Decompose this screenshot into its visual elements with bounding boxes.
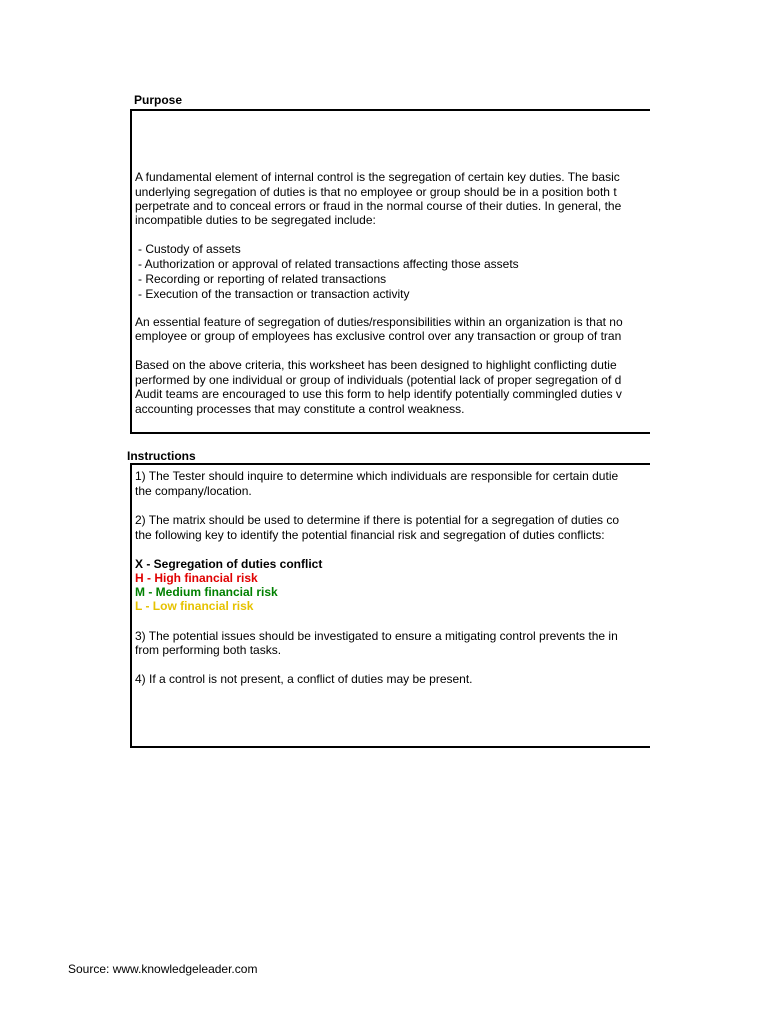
purpose-line: accounting processes that may constitute a control weakness. <box>135 402 465 416</box>
purpose-bullet: - Authorization or approval of related transactions affecting those assets <box>138 257 519 271</box>
purpose-line: underlying segregation of duties is that no employee or group should be in a position both t <box>135 185 617 199</box>
purpose-line: Audit teams are encouraged to use this form to help identify potentially commingled duties v <box>135 387 622 401</box>
purpose-bullet: - Recording or reporting of related transactions <box>138 272 387 286</box>
purpose-line: Based on the above criteria, this worksheet has been designed to highlight conflicting dutie <box>135 358 617 372</box>
instruction-line: 2) The matrix should be used to determine if there is potential for a segregation of duties co <box>135 513 620 527</box>
instructions-box <box>130 463 650 748</box>
instruction-line: 3) The potential issues should be investigated to ensure a mitigating control prevents the in <box>135 629 618 643</box>
instructions-text <box>132 465 640 746</box>
purpose-line: performed by one individual or group of individuals (potential lack of proper segregation of d <box>135 373 622 387</box>
instruction-line: the following key to identify the potential financial risk and segregation of duties conflicts: <box>135 528 605 542</box>
purpose-line: A fundamental element of internal control is the segregation of certain key duties. The basic <box>135 170 620 184</box>
instruction-line: 1) The Tester should inquire to determine which individuals are responsible for certain dutie <box>135 469 619 483</box>
purpose-text <box>132 111 640 432</box>
purpose-line: employee or group of employees has exclusive control over any transaction or group of tran <box>135 329 622 343</box>
purpose-line: perpetrate and to conceal errors or fraud in the normal course of their duties. In general, the <box>135 199 622 213</box>
source-note: Source: www.knowledgeleader.com <box>68 962 258 976</box>
key-conflict: X - Segregation of duties conflict <box>135 557 323 571</box>
purpose-title: Purpose <box>134 93 183 107</box>
key-low-risk: L - Low financial risk <box>135 599 254 613</box>
key-high-risk: H - High financial risk <box>135 571 258 585</box>
purpose-bullet: - Execution of the transaction or transaction activity <box>138 287 410 301</box>
purpose-line: An essential feature of segregation of duties/responsibilities within an organization is that no <box>135 315 623 329</box>
key-medium-risk: M - Medium financial risk <box>135 585 278 599</box>
instruction-line: from performing both tasks. <box>135 643 282 657</box>
purpose-bullet: - Custody of assets <box>138 242 241 256</box>
instruction-line: the company/location. <box>135 484 252 498</box>
purpose-line: incompatible duties to be segregated include: <box>135 213 376 227</box>
instructions-title: Instructions <box>127 449 196 463</box>
instruction-line: 4) If a control is not present, a conflict of duties may be present. <box>135 672 473 686</box>
purpose-box <box>130 109 650 434</box>
